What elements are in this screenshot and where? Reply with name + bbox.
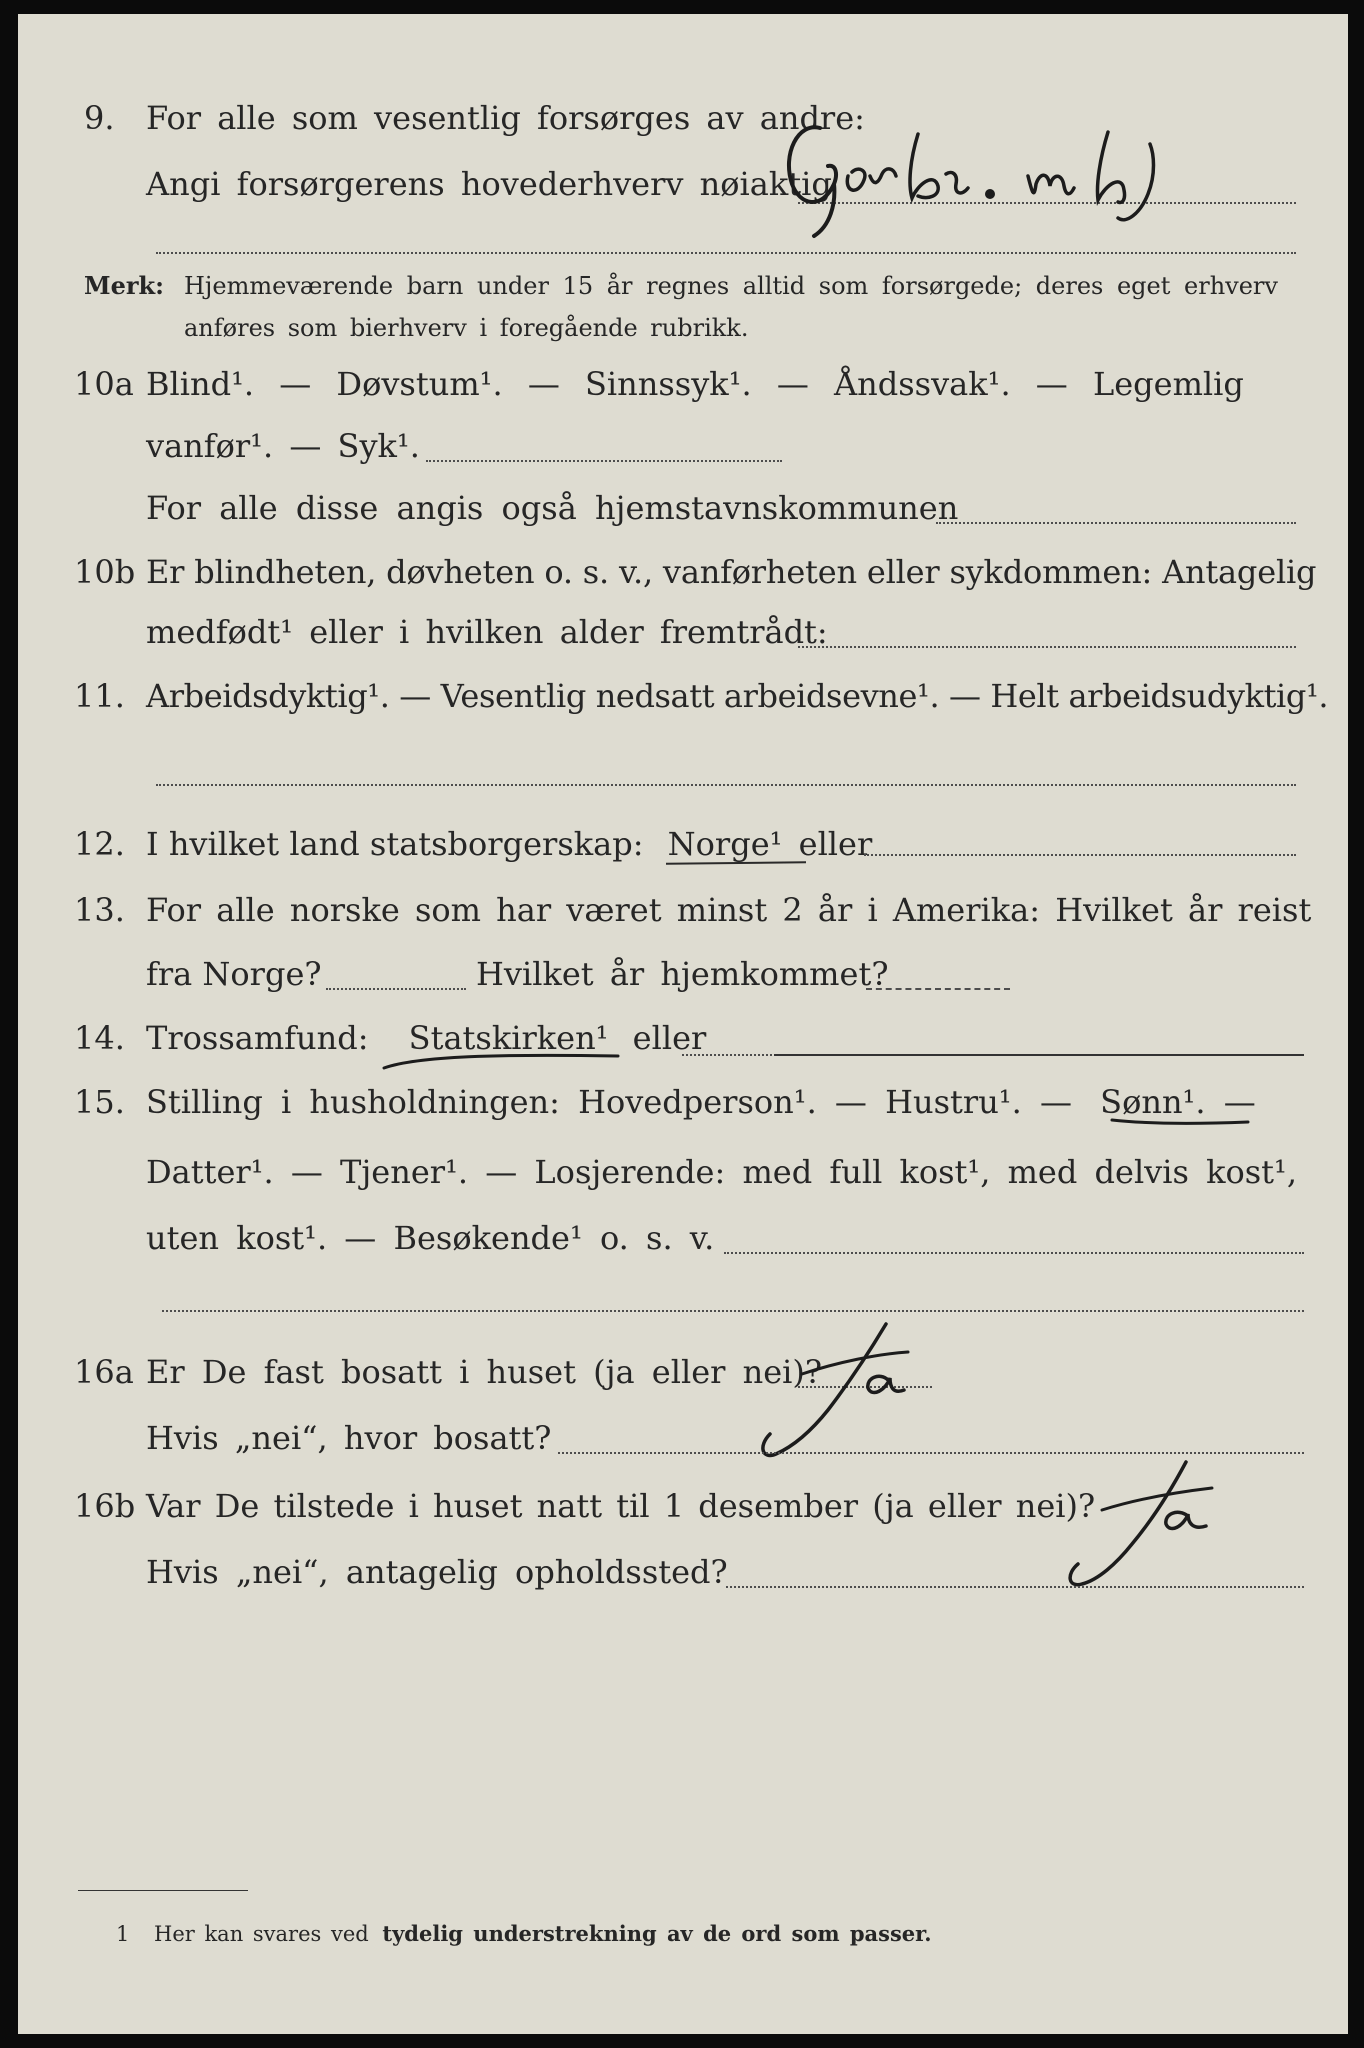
q9-line2: Angi forsørgerens hovederhverv nøiaktig — [146, 165, 832, 203]
q16a-handwritten-answer — [738, 1314, 948, 1464]
q11-extra-line — [156, 784, 1296, 786]
q14-prefix: Trossamfund: — [146, 1019, 369, 1057]
q9-number: 9. — [84, 99, 115, 137]
q15-line2: Datter¹. — Tjener¹. — Losjerende: med full kost¹, med delvis kost¹, — [146, 1153, 1298, 1191]
q13-number: 13. — [74, 891, 125, 929]
q16b-answer-text: Ja — [1048, 1592, 1049, 1593]
q11-number: 11. — [74, 677, 125, 715]
q15-handwritten-underline — [1108, 1112, 1258, 1136]
q9-answer-text: Gardbr. m hj — [778, 242, 785, 243]
q16b-handwritten-answer — [1048, 1454, 1258, 1594]
merk-label: Merk: — [84, 271, 164, 300]
q9-extra-line — [156, 252, 1296, 254]
q13-line1: For alle norske som har været minst 2 år i Amerika: Hvilket år reist — [146, 891, 1312, 929]
q12-prefix: I hvilket land statsborgerskap: — [146, 825, 644, 863]
merk-line1: Hjemmeværende barn under 15 år regnes alltid som forsørgede; deres eget erhverv — [184, 272, 1278, 300]
q12-number: 12. — [74, 825, 125, 863]
q12-answer-line — [864, 854, 1296, 856]
footnote-text-plain: Her kan svares ved — [154, 1922, 369, 1946]
q15-line1-end: . — — [1195, 1083, 1256, 1121]
q15-line1-start: Stilling i husholdningen: Hovedperson¹. — Hustru¹. — — [146, 1083, 1072, 1121]
q16a-line2: Hvis „nei“, hvor bosatt? — [146, 1419, 552, 1457]
q16a-answer-text: Ja — [738, 1462, 739, 1463]
q12-suffix: eller — [798, 825, 873, 863]
q15-answer-line — [724, 1252, 1304, 1254]
q14-answer-line-2 — [774, 1054, 1304, 1056]
q16b-number: 16b — [74, 1487, 136, 1525]
q15-extra-line — [162, 1310, 1304, 1312]
q9-handwritten-answer — [778, 114, 1238, 244]
q10b-answer-line — [798, 646, 1296, 648]
q14-suffix: eller — [632, 1019, 707, 1057]
merk-line2: anføres som bierhverv i foregående rubrikk. — [184, 314, 749, 342]
q9-line1: For alle som vesentlig forsørges av andre: — [146, 99, 865, 137]
q12-underlined-norge: Norge¹ — [667, 825, 783, 863]
q14-handwritten-underline — [378, 1046, 628, 1076]
q16b-line1: Var De tilstede i huset natt til 1 desember (ja eller nei)? — [146, 1487, 1096, 1525]
q10a-line2: vanfør¹. — Syk¹. — [146, 427, 420, 465]
q10a-line1: Blind¹. — Døvstum¹. — Sinnssyk¹. — Åndssvak¹. — Legemlig — [146, 365, 1244, 403]
q16a-line1: Er De fast bosatt i huset (ja eller nei)? — [146, 1353, 823, 1391]
q13-line2a: fra Norge? — [146, 955, 322, 993]
q10a-line3: For alle disse angis også hjemstavnskommunen — [146, 489, 959, 527]
q16a-number: 16a — [74, 1353, 134, 1391]
q14-answer-line — [682, 1054, 788, 1056]
footnote-marker: 1 — [116, 1922, 130, 1946]
q16b-line2: Hvis „nei“, antagelig opholdssted? — [146, 1553, 728, 1591]
footnote-text-bold: tydelig understrekning av de ord som passer. — [382, 1921, 932, 1946]
q10a-number: 10a — [74, 365, 134, 403]
q11-line1: Arbeidsdyktig¹. — Vesentlig nedsatt arbeidsevne¹. — Helt arbeidsudyktig¹. — [146, 677, 1329, 715]
footnote-rule — [78, 1890, 248, 1891]
q10b-line2: medfødt¹ eller i hvilken alder fremtrådt: — [146, 613, 828, 651]
q15-line3: uten kost¹. — Besøkende¹ o. s. v. — [146, 1219, 715, 1257]
q12-handwritten-underline — [666, 861, 806, 864]
q10a-hometown-line — [936, 522, 1296, 524]
q15-underlined-sonn: Sønn¹ — [1100, 1083, 1196, 1121]
q13-departure-line — [326, 988, 466, 990]
q16b-location-line — [726, 1586, 1304, 1588]
q13-return-line — [866, 988, 1010, 990]
q14-number: 14. — [74, 1019, 125, 1057]
q15-number: 15. — [74, 1083, 125, 1121]
q10a-answer-line — [426, 460, 782, 462]
footnote-text — [154, 1920, 932, 1948]
q10b-line1: Er blindheten, døvheten o. s. v., vanførheten eller sykdommen: Antagelig — [146, 553, 1317, 591]
census-form-page — [18, 14, 1348, 2034]
q12-line — [146, 824, 872, 864]
q14-underlined-statskirken: Statskirken¹ — [408, 1019, 609, 1057]
q13-line2b: Hvilket år hjemkommet? — [476, 955, 889, 993]
q10b-number: 10b — [74, 553, 136, 591]
q15-line1 — [146, 1082, 1256, 1122]
